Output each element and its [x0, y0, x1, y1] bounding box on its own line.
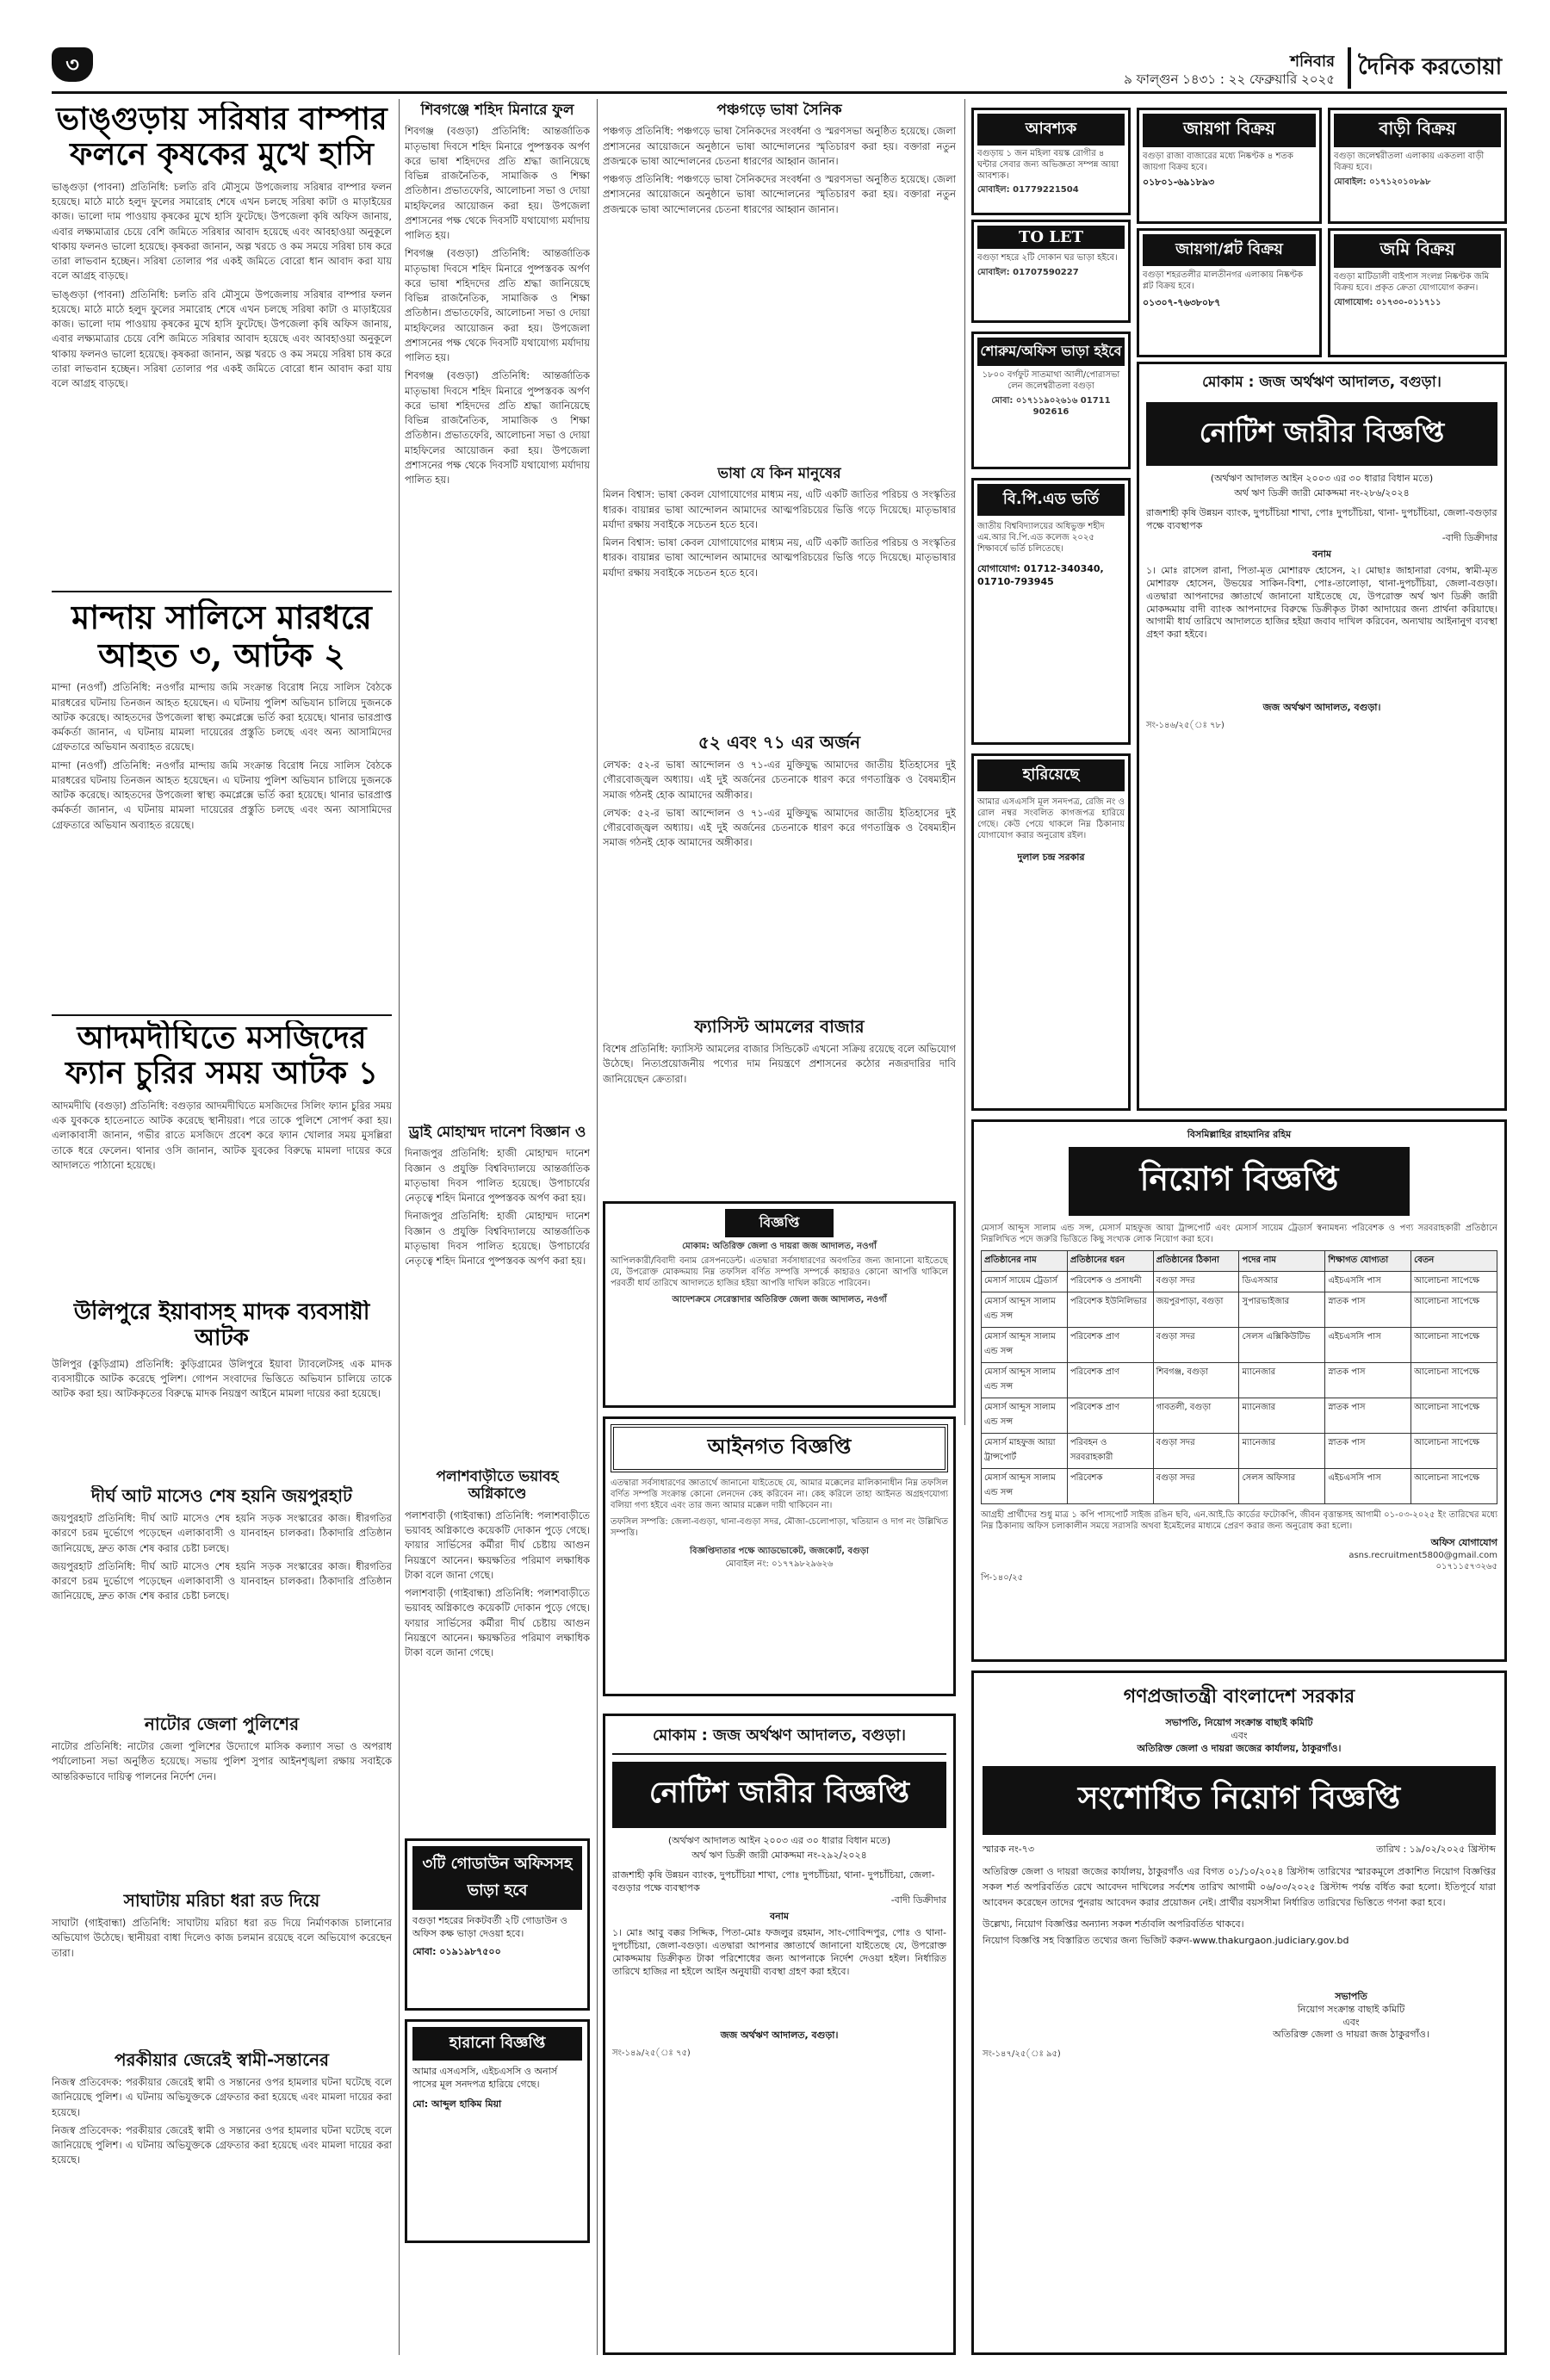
- ad-contact: মোবাইল: 01707590227: [977, 268, 1079, 277]
- ad-body: জাতীয় বিশ্ববিদ্যালয়ের অধিভুক্ত শহীদ এম.আর বি.পি.এড কলেজ ২০২৫ শিক্ষাবর্ষে ভর্তি চলিতেছে।: [977, 522, 1105, 554]
- memo-row: [983, 1844, 1496, 1856]
- divider: [52, 591, 392, 592]
- court-name: মোকাম : জজ অর্থঋণ আদালত, বগুড়া।: [612, 1723, 946, 1755]
- ad-title: জায়গা বিক্রয়: [1143, 114, 1316, 147]
- article-body-cont: নিজস্ব প্রতিবেদক: পরকীয়ার জেরেই স্বামী ও সন্তানের ওপর হামলার ঘটনা ঘটেছে বলে জানিয়েছে পুলিশ। এ ঘটনায় অভিযুক্তকে গ্রেফতার করা হয়েছে এবং মামলা দায়ের করা হয়েছে।: [52, 2123, 392, 2166]
- article-body-cont: শিবগঞ্জ (বগুড়া) প্রতিনিধি: আন্তর্জাতিক মাতৃভাষা দিবসে শহিদ মিনারে পুষ্পস্তবক অর্পণ করে ভাষা শহিদদের প্রতি শ্রদ্ধা জানিয়েছে বিভিন্ন রাজনৈতিক, সামাজিক ও শিক্ষা প্রতিষ্ঠান। প্রভাতফেরি, আলোচনা সভা ও দোয়া মাহফিলের আয়োজন করা হয়। উপজেলা প্রশাসনের পক্ষ থেকে দিবসটি যথাযোগ্য মর্যাদায় পালিত হয়।: [405, 369, 590, 487]
- notice-naogaon: [603, 1201, 956, 1408]
- article-body: পঞ্চগড় প্রতিনিধি: পঞ্চগড়ে ভাষা সৈনিকদের সংবর্ধনা ও স্মরণসভা অনুষ্ঠিত হয়েছে। জেলা প্রশাসনের আয়োজনে অনুষ্ঠানে ভাষা আন্দোলনের স্মৃতিচারণ করা হয়। বক্তারা নতুন প্রজন্মকে ভাষা আন্দোলনের চেতনা ধারণের আহ্বান জানান।: [603, 125, 956, 167]
- ad-title: ৩টি গোডাউন অফিসসহ ভাড়া হবে: [412, 1846, 582, 1910]
- ad-tolet: [971, 220, 1131, 323]
- notice-sign: আদেশক্রমে সেরেস্তাদার অতিরিক্ত জেলা জজ আদালত, নওগাঁ: [672, 1295, 887, 1305]
- notice-against: বনাম: [1312, 549, 1331, 561]
- table-cell: আলোচনা সাপেক্ষে: [1411, 1362, 1497, 1398]
- notice-sign: বিজ্ঞপ্তিদাতার পক্ষে অ্যাডভোকেট, জজকোর্ট, বগুড়া: [690, 1546, 869, 1556]
- headline: ড্রাই মোহাম্মদ দানেশ বিজ্ঞান ও: [408, 1124, 586, 1141]
- headline: পলাশবাড়ীতে ভয়াবহ অগ্নিকাণ্ডে: [436, 1468, 559, 1503]
- table-cell: পরিবেশক প্রাণ: [1067, 1398, 1153, 1433]
- notice-title: সংশোধিত নিয়োগ বিজ্ঞপ্তি: [983, 1766, 1496, 1835]
- article-body: আদমদীঘি (বগুড়া) প্রতিনিধি: বগুড়ার আদমদীঘিতে মসজিদের সিলিং ফ্যান চুরির সময় এক যুবককে হাতেনাতে আটক করেছে স্থানীয়রা। পরে তাকে পুলিশে সোপর্দ করা হয়। এলাকাবাসী জানান, গভীর রাতে মসজিদে প্রবেশ করে ফ্যান খোলার সময় মুসল্লিরা তাকে ধরে ফেলেন। থানার ওসি জানান, আটক যুবকের বিরুদ্ধে মামলা দায়ের করে আদালতে পাঠানো হয়েছে।: [52, 1099, 392, 1171]
- notice-note: উল্লেখ্য, নিয়োগ বিজ্ঞপ্তির অন্যান্য সকল শর্তাবলি অপরিবর্তিত থাকবে।: [983, 1918, 1244, 1931]
- notice-body: ১। মোঃ আবু বক্কর সিদ্দিক, পিতা-মোঃ ফজলুর রহমান, সাং-গোবিন্দপুর, পোঃ ও থানা-দুপচাঁচিয়া, জেলা-বগুড়া। এতদ্বারা আপনার জ্ঞাতার্থে জানানো যাইতেছে যে, উপরোক্ত মোকদ্দমায় ডিক্রীকৃত টাকা পরিশোধের জন্য আপনাকে নির্দেশ দেওয়া হইল। নির্ধারিত তারিখে হাজির না হইলে আইন অনুযায়ী ব্যবস্থা গ্রহণ করা হইবে।: [612, 1927, 946, 1977]
- committee-name: সভাপতি, নিয়োগ সংক্রান্ত বাছাই কমিটি: [1165, 1717, 1313, 1728]
- notice-side: -বাদী ডিক্রীদার: [1442, 532, 1497, 544]
- ad-showroom: [971, 332, 1131, 469]
- article-body: উলিপুর (কুড়িগ্রাম) প্রতিনিধি: কুড়িগ্রামের উলিপুরে ইয়াবা ট্যাবলেটসহ এক মাদক ব্যবসায়ীকে আটক করেছে পুলিশ। গোপন সংবাদের ভিত্তিতে অভিযান চালিয়ে তাকে আটক করা হয়। আটককৃতের বিরুদ্ধে মাদক নিয়ন্ত্রণ আইনে মামলা দায়ের করা হয়েছে।: [52, 1357, 392, 1400]
- article-body: মিলন বিশ্বাস: ভাষা কেবল যোগাযোগের মাধ্যম নয়, এটি একটি জাতির পরিচয় ও সংস্কৃতির ধারক। বায়ান্নর ভাষা আন্দোলন আমাদের আত্মপরিচয়ের ভিত্তি গড়ে দিয়েছে। মাতৃভাষার মর্যাদা রক্ষায় সবাইকে সচেতন হতে হবে।: [603, 488, 956, 530]
- article-danesh: [405, 1124, 590, 1468]
- ad-body: বগুড়া শহরে ২টি দোকান ঘর ভাড়া হইবে।: [977, 253, 1118, 263]
- ad-lost-certificate: [405, 2019, 590, 2243]
- table-cell: পরিবহন ও সরবরাহকারী: [1067, 1433, 1153, 1468]
- ad-wanted: [971, 108, 1131, 215]
- article-panchagarh: [603, 102, 956, 463]
- table-row: [982, 1271, 1497, 1292]
- notice-body: এতদ্বারা সর্বসাধারণের জ্ঞাতার্থে জানানো যাইতেছে যে, আমার মক্কেলের মালিকানাধীন নিম্ন তফসিল বর্ণিত সম্পত্তি সংক্রান্ত কোনো লেনদেন কেহ করিবেন না। কেহ করিলে তাহা আইনত অগ্রহণযোগ্য বলিয়া গণ্য হইবে এবং তার জন্য আমার মক্কেল দায়ী থাকিবেন না।: [611, 1478, 948, 1510]
- article-natore: [52, 1714, 392, 1886]
- table-cell: ম্যানেজার: [1239, 1398, 1325, 1433]
- table-cell: পরিবেশক ও প্রসাধনী: [1067, 1271, 1153, 1292]
- ad-body: বগুড়ায় ১ জন মহিলা বয়স্ক রোগীর ৪ ঘন্টার সেবার জন্য অভিজ্ঞতা সম্পন্ন আয়া আবশ্যক।: [977, 149, 1119, 181]
- article-body-cont: মান্দা (নওগাঁ) প্রতিনিধি: নওগাঁর মান্দায় জমি সংক্রান্ত বিরোধ নিয়ে সালিস বৈঠকে মারধরের ঘটনায় তিনজন আহত হয়েছেন। এ ঘটনায় পুলিশ অভিযান চালিয়ে দুজনকে আটক করেছে। আহতদের উপজেলা স্বাস্থ্য কমপ্লেক্সে ভর্তি করা হয়েছে। থানার ভারপ্রাপ্ত কর্মকর্তা জানান, এ ঘটনায় মামলা দায়েরের প্রস্তুতি চলছে এবং অন্য আসামিদের গ্রেফতারে অভিযান অব্যাহত রয়েছে।: [52, 759, 392, 831]
- table-cell: আলোচনা সাপেক্ষে: [1411, 1468, 1497, 1503]
- table-row: [982, 1362, 1497, 1398]
- table-cell: আলোচনা সাপেক্ষে: [1411, 1398, 1497, 1433]
- headline: নাটোর জেলা পুলিশের: [144, 1714, 300, 1734]
- ad-contact: মোবা: ০১৭১১৯০২৬১৬ 01711 902616: [991, 396, 1111, 417]
- article-body: নিজস্ব প্রতিবেদক: পরকীয়ার জেরেই স্বামী ও সন্তানের ওপর হামলার ঘটনা ঘটেছে বলে জানিয়েছে পুলিশ। এ ঘটনায় অভিযুক্তকে গ্রেফতার করা হয়েছে এবং মামলা দায়ের করা হয়েছে।: [52, 2076, 392, 2118]
- masthead-rule: [52, 91, 1507, 94]
- ad-contact: ০১৮০১-৬৯১৮৯৩: [1143, 177, 1215, 188]
- article-body: দিনাজপুর প্রতিনিধি: হাজী মোহাম্মদ দানেশ বিজ্ঞান ও প্রযুক্তি বিশ্ববিদ্যালয়ে আন্তর্জাতিক মাতৃভাষা দিবস পালিত হয়েছে। উপাচার্যের নেতৃত্বে শহিদ মিনারে পুষ্পস্তবক অর্পণ করা হয়।: [405, 1147, 590, 1205]
- headline: পঞ্চগড়ে ভাষা সৈনিক: [716, 102, 842, 119]
- notice-against: বনাম: [770, 1911, 789, 1923]
- article-shibganj: [405, 102, 590, 1118]
- ad-contact: মোবাইল: 01779221504: [977, 185, 1079, 195]
- table-cell: মেসার্স আব্দুস সালাম এন্ড সন্স: [982, 1292, 1068, 1327]
- table-cell: শিবগঞ্জ, বগুড়া: [1153, 1362, 1239, 1398]
- ad-body: বগুড়া শহরতলীর মালতীনগর এলাকায় নিষ্কণ্টক প্লট বিক্রয় হবে।: [1143, 270, 1304, 291]
- table-cell: বগুড়া সদর: [1153, 1468, 1239, 1503]
- notice-web: নিয়োগ বিজ্ঞপ্তি সহ বিস্তারিত তথ্যের জন্য ভিজিট করুন-www.thakurgaon.judiciary.gov.bd: [983, 1935, 1349, 1946]
- table-header: শিক্ষাগত যোগ্যতা: [1325, 1250, 1411, 1271]
- notice-contact: মোবাইল নং: ০১৭৭৯৮২৯৬২৬: [725, 1559, 834, 1569]
- column-rule: [964, 99, 965, 1425]
- ad-title: বাড়ী বিক্রয়: [1334, 114, 1501, 147]
- headline: ভাঙ্গুড়ায় সরিষার বাম্পার ফলনে কৃষকের মুখে হাসি: [56, 102, 388, 173]
- notice-schedule: তফসিল সম্পত্তি: জেলা-বগুড়া, থানা-বগুড়া সদর, মৌজা-চেলোপাড়া, খতিয়ান ও দাগ নং উল্লিখিত সম্পত্তি।: [611, 1517, 948, 1538]
- table-cell: আলোচনা সাপেক্ষে: [1411, 1292, 1497, 1327]
- notice-govt-recruitment: [971, 1670, 1507, 2355]
- headline: মান্দায় সালিসে মারধরে আহত ৩, আটক ২: [71, 598, 372, 674]
- notice-court: মোকাম: অতিরিক্ত জেলা ও দায়রা জজ আদালত, নওগাঁ: [682, 1242, 877, 1251]
- ad-land-sale-2: [1328, 228, 1507, 357]
- table-cell: এইচএসসি পাস: [1325, 1327, 1411, 1362]
- table-cell: সুপারভাইজার: [1239, 1292, 1325, 1327]
- article-manda: [52, 598, 392, 1046]
- notice-act: (অর্থঋণ আদালত আইন ২০০৩ এর ৩০ ধারার বিধান মতে): [667, 1835, 891, 1846]
- table-cell: সেলস এক্সিকিউটিভ: [1239, 1327, 1325, 1362]
- ad-contact: দুলাল চন্দ্র সরকার: [1017, 852, 1085, 863]
- bismillah: বিসমিল্লাহির রাহমানির রহিম: [1187, 1129, 1292, 1140]
- headline: ফ্যাসিস্ট আমলের বাজার: [694, 1016, 865, 1037]
- table-cell: বগুড়া সদর: [1153, 1271, 1239, 1292]
- notice-bank: রাজশাহী কৃষি উন্নয়ন ব্যাংক, দুপচাঁচিয়া শাখা, পোঃ দুপচাঁচিয়া, থানা- দুপচাঁচিয়া, জেলা-বগুড়ার পক্ষে ব্যবস্থাপক: [612, 1869, 935, 1893]
- ad-body: বগুড়া রাজা বাজারের মধ্যে নিষ্কণ্টক ৪ শতক জায়গা বিক্রয় হবে।: [1143, 152, 1293, 172]
- office-name: অতিরিক্ত জেলা ও দায়রা জজের কার্যালয়, ঠাকুরগাঁও।: [1137, 1742, 1342, 1754]
- headline: শিবগঞ্জে শহিদ মিনারে ফুল: [420, 102, 574, 119]
- ad-contact: মো: আব্দুল হাকিম মিয়া: [412, 2098, 502, 2110]
- ad-title: TO LET: [977, 226, 1125, 249]
- notice-footer: আগ্রহী প্রার্থীদের শুধু মাত্র ১ কপি পাসপোর্ট সাইজ রঙিন ছবি, এন.আই.ডি কার্ডের ফটোকপি, জীবন বৃত্তান্তসহ আগামী ০১-০৩-২০২৫ ইং তারিখের মধ্যে নিম্ন ঠিকানায় অফিস চলাকালীন সময়ে সরাসরি অথবা ইমেইলের মাধ্যমে প্রেরণ করার জন্য অনুরোধ করা হলো।: [981, 1509, 1497, 1531]
- notice-body: আপিলকারী/বিবাদী বনাম রেসপনডেন্ট। এতদ্বারা সর্বসাধারণের অবগতির জন্য জানানো যাইতেছে যে, উপরোক্ত মোকদ্দমায় নিম্ন তফসিল বর্ণিত সম্পত্তি সম্পর্কে কাহারও কোনো আপত্তি থাকিলে পরবর্তী ধার্য তারিখে আদালতে হাজির হইয়া আপত্তি দাখিল করিতে পারিবেন।: [611, 1256, 948, 1288]
- table-cell: পরিবেশক ইউনিলিভার: [1067, 1292, 1153, 1327]
- table-cell: ম্যানেজার: [1239, 1433, 1325, 1468]
- notice-court-1: [1137, 362, 1507, 1111]
- ad-title: হারানো বিজ্ঞপ্তি: [412, 2027, 582, 2061]
- table-cell: সেলস অফিসার: [1239, 1468, 1325, 1503]
- article-body: মান্দা (নওগাঁ) প্রতিনিধি: নওগাঁর মান্দায় জমি সংক্রান্ত বিরোধ নিয়ে সালিস বৈঠকে মারধরের ঘটনায় তিনজন আহত হয়েছেন। এ ঘটনায় পুলিশ অভিযান চালিয়ে দুজনকে আটক করেছে। আহতদের উপজেলা স্বাস্থ্য কমপ্লেক্সে ভর্তি করা হয়েছে। থানার ভারপ্রাপ্ত কর্মকর্তা জানান, এ ঘটনায় মামলা দায়েরের প্রস্তুতি চলছে এবং অন্য আসামিদের গ্রেফতারে অভিযান অব্যাহত রয়েছে।: [52, 681, 392, 753]
- table-header: প্রতিষ্ঠানের ধরন: [1067, 1250, 1153, 1271]
- article-fascist-bazar: [603, 1016, 956, 1188]
- article-body-cont: পঞ্চগড় প্রতিনিধি: পঞ্চগড়ে ভাষা সৈনিকদের সংবর্ধনা ও স্মরণসভা অনুষ্ঠিত হয়েছে। জেলা প্রশাসনের আয়োজনে অনুষ্ঠানে ভাষা আন্দোলনের স্মৃতিচারণ করা হয়। বক্তারা নতুন প্রজন্মকে ভাষা আন্দোলনের চেতনা ধারণের আহ্বান জানান।: [603, 173, 956, 215]
- notice-sign: জজ অর্থঋণ আদালত, বগুড়া।: [720, 2030, 839, 2042]
- table-cell: আলোচনা সাপেক্ষে: [1411, 1271, 1497, 1292]
- ad-title: জমি বিক্রয়: [1334, 234, 1501, 268]
- notice-title: নিয়োগ বিজ্ঞপ্তি: [1069, 1147, 1410, 1216]
- article-adamdighi: [52, 1020, 392, 1296]
- ad-godown: [405, 1838, 590, 2011]
- sign-and: এবং: [1342, 2016, 1360, 2028]
- notice-side: -বাদী ডিক্রীদার: [890, 1894, 946, 1906]
- table-cell: এইচএসসি পাস: [1325, 1271, 1411, 1292]
- notice-ref: সং-১৪৬/২৫(ঃ ৭৮): [1146, 720, 1224, 730]
- article-saghata: [52, 1890, 392, 2045]
- sign-office: অতিরিক্ত জেলা ও দায়রা জজ ঠাকুরগাঁও।: [1273, 2029, 1429, 2041]
- article-sarisha: [52, 102, 392, 584]
- sign-title: সভাপতি: [1335, 1990, 1367, 2002]
- ad-body: বগুড়া শহরের নিকটবর্তী ২টি গোডাউন ও অফিস কক্ষ ভাড়া দেওয়া হবে।: [412, 1915, 567, 1939]
- ad-body: বগুড়া জলেশ্বরীতলা এলাকায় একতলা বাড়ী বিক্রয় হবে।: [1334, 152, 1485, 172]
- notice-bank: রাজশাহী কৃষি উন্নয়ন ব্যাংক, দুপচাঁচিয়া শাখা, পোঃ দুপচাঁচিয়া, থানা- দুপচাঁচিয়া, জেলা-বগুড়ার পক্ষে ব্যবস্থাপক: [1146, 506, 1497, 531]
- table-cell: মেসার্স আব্দুস সালাম এন্ড সন্স: [982, 1327, 1068, 1362]
- ad-body: ১৮০০ বর্গফুট সাতমাথা আলী/পোরাসভা লেন জলেশ্বরীতলা বগুড়া: [982, 370, 1120, 391]
- article-ulipur: [52, 1300, 392, 1481]
- ad-bped-admission: [971, 478, 1131, 745]
- notice-court-2: [603, 1714, 956, 2355]
- article-body-cont: পলাশবাড়ী (গাইবান্ধা) প্রতিনিধি: পলাশবাড়ীতে ভয়াবহ অগ্নিকাণ্ডে কয়েকটি দোকান পুড়ে গেছে। ফায়ার সার্ভিসের কর্মীরা দীর্ঘ চেষ্টায় আগুন নিয়ন্ত্রণে আনেন। ক্ষয়ক্ষতির পরিমাণ লক্ষাধিক টাকা বলে জানা গেছে।: [405, 1587, 590, 1659]
- govt-name: গণপ্রজাতন্ত্রী বাংলাদেশ সরকার: [1123, 1686, 1355, 1708]
- notice-ref: সং-১৪৭/২৫(ঃ ৯৫): [983, 2049, 1061, 2060]
- notice-case: অর্থ ঋণ ডিক্রী জারী মোকদ্দমা নং-২৯২/২০২৪: [691, 1849, 867, 1861]
- ad-house-sale: [1328, 108, 1507, 224]
- table-header: বেতন: [1411, 1250, 1497, 1271]
- table-cell: মেসার্স আব্দুস সালাম এন্ড সন্স: [982, 1362, 1068, 1398]
- table-cell: এইচএসসি পাস: [1325, 1468, 1411, 1503]
- ad-body: বগুড়া মাটিডালী বাইপাস সংলগ্ন নিষ্কণ্টক জমি বিক্রয় হবে। প্রকৃত ক্রেতা যোগাযোগ করুন।: [1334, 272, 1490, 293]
- ad-title: আবশ্যক: [977, 114, 1125, 146]
- notice-legal: [603, 1416, 956, 1696]
- ad-plot-sale: [1137, 228, 1322, 357]
- jobs-table: [981, 1250, 1497, 1504]
- article-body: সাঘাটা (গাইবান্ধা) প্রতিনিধি: সাঘাটায় মরিচা ধরা রড দিয়ে নির্মাণকাজ চালানোর অভিযোগ উঠেছে। স্থানীয়রা বাধা দিলেও কাজ চলমান রয়েছে বলে অভিযোগ করেছেন তারা।: [52, 1917, 392, 1959]
- table-cell: বগুড়া সদর: [1153, 1433, 1239, 1468]
- article-bhasha: [603, 465, 956, 723]
- article-joypurhat: [52, 1485, 392, 1701]
- office-contact-label: অফিস যোগাযোগ: [1430, 1536, 1497, 1548]
- ad-contact: মোবা: ০১৯১৯৮৭৫০০: [412, 1945, 501, 1957]
- table-header: পদের নাম: [1239, 1250, 1325, 1271]
- table-cell: আলোচনা সাপেক্ষে: [1411, 1327, 1497, 1362]
- masthead-date: ৯ ফাল্গুন ১৪৩১ : ২২ ফেব্রুয়ারি ২০২৫: [1124, 71, 1335, 87]
- table-row: [982, 1468, 1497, 1503]
- ad-contact: যোগাযোগ: 01712-340340, 01710-793945: [977, 563, 1104, 587]
- article-palashbari: [405, 1468, 590, 1834]
- article-body: পলাশবাড়ী (গাইবান্ধা) প্রতিনিধি: পলাশবাড়ীতে ভয়াবহ অগ্নিকাণ্ডে কয়েকটি দোকান পুড়ে গেছে। ফায়ার সার্ভিসের কর্মীরা দীর্ঘ চেষ্টায় আগুন নিয়ন্ত্রণে আনেন। ক্ষয়ক্ষতির পরিমাণ লক্ষাধিক টাকা বলে জানা গেছে।: [405, 1509, 590, 1581]
- ad-contact: ০১৩০৭-৭৬৩৮০৮৭: [1143, 297, 1221, 308]
- table-cell: স্নাতক পাস: [1325, 1362, 1411, 1398]
- masthead: [52, 47, 1507, 90]
- column-rule: [399, 99, 400, 2355]
- table-cell: গাবতলী, বগুড়া: [1153, 1398, 1239, 1433]
- table-cell: পরিবেশক: [1067, 1468, 1153, 1503]
- notice-act: (অর্থঋণ আদালত আইন ২০০৩ এর ৩০ ধারার বিধান মতে): [1210, 473, 1434, 484]
- ad-body: আমার এসএসসি মূল সনদপত্র, রেজি নং ও রোল নম্বর সংবলিত কাগজপত্র হারিয়ে গেছে। কেউ পেয়ে থাকলে নিম্ন ঠিকানায় যোগাযোগ করার অনুরোধ রইল।: [977, 797, 1125, 840]
- notice-ref: সং-১৪৯/২৫(ঃ ৭৫): [612, 2048, 691, 2059]
- table-cell: মেসার্স মাহফুজ আয়া ট্রান্সপোর্ট: [982, 1433, 1068, 1468]
- headline: ভাষা যে কিন মানুষের: [717, 465, 841, 482]
- article-body: জয়পুরহাট প্রতিনিধি: দীর্ঘ আট মাসেও শেষ হয়নি সড়ক সংস্কারের কাজ। ধীরগতির কারণে চরম দুর্ভোগে পড়েছেন এলাকাবাসী ও যানবাহন চালকরা। ঠিকাদারি প্রতিষ্ঠান জানিয়েছে, দ্রুত কাজ শেষ করার চেষ্টা চলছে।: [52, 1512, 392, 1554]
- divider: [52, 1014, 392, 1016]
- table-cell: পরিবেশক প্রাণ: [1067, 1362, 1153, 1398]
- notice-title: নোটিশ জারীর বিজ্ঞপ্তি: [612, 1762, 946, 1828]
- masthead-day: শনিবার: [1290, 53, 1335, 71]
- table-cell: স্নাতক পাস: [1325, 1398, 1411, 1433]
- paper-logo: দৈনিক করতোয়া: [1348, 47, 1507, 89]
- office-phone: ০১৭১১৫৭৩২৬৫: [1435, 1561, 1497, 1571]
- table-cell: স্নাতক পাস: [1325, 1292, 1411, 1327]
- page-number-badge: ৩: [52, 47, 93, 82]
- ad-land-sale-1: [1137, 108, 1322, 224]
- court-name: মোকাম : জজ অর্থঋণ আদালত, বগুড়া।: [1202, 374, 1442, 391]
- memo-number: স্মারক নং-৭৩: [983, 1843, 1034, 1855]
- ad-title: শোরুম/অফিস ভাড়া হইবে: [977, 338, 1125, 366]
- notice-intro: মেসার্স আব্দুস সালাম এন্ড সন্স, মেসার্স মাহফুজ আয়া ট্রান্সপোর্ট এবং মেসার্স সায়েম ট্রেডার্স স্বনামধন্য পরিবেশক ও পণ্য সরবরাহকারী প্রতিষ্ঠানে নিম্নলিখিত পদে জরুরি ভিত্তিতে কিছু সংখ্যক লোক নিয়োগ করা হবে।: [981, 1223, 1497, 1244]
- article-52-71: [603, 732, 956, 1016]
- headline: আদমদীঘিতে মসজিদের ফ্যান চুরির সময় আটক ১: [65, 1020, 379, 1092]
- notice-sign: জজ অর্থঋণ আদালত, বগুড়া।: [1262, 702, 1381, 714]
- table-row: [982, 1398, 1497, 1433]
- notice-recruitment: [971, 1119, 1507, 1662]
- table-row: [982, 1292, 1497, 1327]
- ad-body: আমার এসএসসি, এইচএসসি ও অনার্স পাসের মূল সনদপত্র হারিয়ে গেছে।: [412, 2066, 558, 2090]
- notice-title: বিজ্ঞপ্তি: [725, 1209, 834, 1237]
- notice-case: অর্থ ঋণ ডিক্রী জারী মোকদ্দমা নং-২৮৬/২০২৪: [1234, 487, 1410, 499]
- notice-title: আইনগত বিজ্ঞপ্তি: [611, 1424, 948, 1472]
- article-body-cont: জয়পুরহাট প্রতিনিধি: দীর্ঘ আট মাসেও শেষ হয়নি সড়ক সংস্কারের কাজ। ধীরগতির কারণে চরম দুর্ভোগে পড়েছেন এলাকাবাসী ও যানবাহন চালকরা। ঠিকাদারি প্রতিষ্ঠান জানিয়েছে, দ্রুত কাজ শেষ করার চেষ্টা চলছে।: [52, 1559, 392, 1602]
- article-body-cont: ভাঙ্গুড়া (পাবনা) প্রতিনিধি: চলতি রবি মৌসুমে উপজেলায় সরিষার বাম্পার ফলন হয়েছে। মাঠে মাঠে হলুদ ফুলের সমারোহ শেষে এখন চলছে সরিষা কাটা ও মাড়াইয়ের কাজ। ভালো দাম পাওয়ায় কৃষকের মুখে হাসি ফুটেছে। উপজেলা কৃষি অফিস জানায়, এবার লক্ষ্যমাত্রার চেয়ে বেশি জমিতে সরিষার আবাদ হয়েছে এবং আবহাওয়া অনুকূলে থাকায় ফলনও ভালো হয়েছে। কৃষকরা জানান, অল্প খরচে ও কম সময়ে সরিষা চাষ করে তারা লাভবান হচ্ছেন। সরিষা তোলার পর একই জমিতে বোরো ধান আবাদ করা যায় বলে আগ্রহ বাড়ছে।: [52, 288, 392, 390]
- article-porokiya: [52, 2049, 392, 2359]
- headline: ৫২ এবং ৭১ এর অর্জন: [698, 732, 861, 753]
- ad-contact: মোবাইল: ০১৭১২০১০৮৯৮: [1334, 177, 1431, 187]
- notice-ref: পি-১৪০/২৫: [981, 1572, 1024, 1583]
- notice-title: নোটিশ জারীর বিজ্ঞপ্তি: [1146, 402, 1497, 466]
- table-cell: মেসার্স আব্দুস সালাম এন্ড সন্স: [982, 1398, 1068, 1433]
- article-body-cont: দিনাজপুর প্রতিনিধি: হাজী মোহাম্মদ দানেশ বিজ্ঞান ও প্রযুক্তি বিশ্ববিদ্যালয়ে আন্তর্জাতিক মাতৃভাষা দিবস পালিত হয়েছে। উপাচার্যের নেতৃত্বে শহিদ মিনারে পুষ্পস্তবক অর্পণ করা হয়।: [405, 1210, 590, 1267]
- table-cell: ম্যানেজার: [1239, 1362, 1325, 1398]
- table-row: [982, 1327, 1497, 1362]
- table-cell: মেসার্স সায়েম ট্রেডার্স: [982, 1271, 1068, 1292]
- table-cell: জয়পুরপাড়া, বগুড়া: [1153, 1292, 1239, 1327]
- headline: উলিপুরে ইয়াবাসহ মাদক ব্যবসায়ী আটক: [73, 1300, 370, 1351]
- table-cell: বগুড়া সদর: [1153, 1327, 1239, 1362]
- ad-title: জায়গা/প্লট বিক্রয়: [1143, 234, 1316, 266]
- table-row: [982, 1433, 1497, 1468]
- table-header: প্রতিষ্ঠানের নাম: [982, 1250, 1068, 1271]
- article-body: বিশেষ প্রতিনিধি: ফ্যাসিস্ট আমলের বাজার সিন্ডিকেট এখনো সক্রিয় রয়েছে বলে অভিযোগ উঠেছে। নিত্যপ্রয়োজনীয় পণ্যের দাম নিয়ন্ত্রণে প্রশাসনের কঠোর নজরদারির দাবি জানিয়েছেন ক্রেতারা।: [603, 1043, 956, 1085]
- ad-title: হারিয়েছে: [977, 759, 1125, 791]
- article-body-cont: মিলন বিশ্বাস: ভাষা কেবল যোগাযোগের মাধ্যম নয়, এটি একটি জাতির পরিচয় ও সংস্কৃতির ধারক। বায়ান্নর ভাষা আন্দোলন আমাদের আত্মপরিচয়ের ভিত্তি গড়ে দিয়েছে। মাতৃভাষার মর্যাদা রক্ষায় সবাইকে সচেতন হতে হবে।: [603, 536, 956, 579]
- ad-lost: [971, 753, 1131, 1111]
- headline: সাঘাটায় মরিচা ধরা রড দিয়ে: [123, 1890, 320, 1911]
- notice-body: ১। মোঃ রাসেল রানা, পিতা-মৃত মোশারফ হোসেন, ২। মোছাঃ জাহানারা বেগম, স্বামী-মৃত মোশারফ হোসেন, উভয়ের সাকিন-বিশা, পোঃ-তালোড়া, থানা-দুপচাঁচিয়া, জেলা-বগুড়া। এতদ্বারা আপনাদের জ্ঞাতার্থে জানানো যাইতেছে যে, উপরোক্ত অর্থ ঋণ ডিক্রী জারী মোকদ্দমায় বাদী ব্যাংক আপনাদের বিরুদ্ধে ডিক্রীকৃত টাকা আদায়ের জন্য প্রার্থনা করিয়াছে। আগামী ধার্য তারিখে আদালতে হাজির হইয়া জবাব দাখিল করিবেন, অন্যথায় আইনানুগ ব্যবস্থা গ্রহণ করা হইবে।: [1146, 565, 1497, 641]
- table-cell: মেসার্স আব্দুস সালাম এন্ড সন্স: [982, 1468, 1068, 1503]
- article-body-cont: লেখক: ৫২-র ভাষা আন্দোলন ও ৭১-এর মুক্তিযুদ্ধ আমাদের জাতীয় ইতিহাসের দুই গৌরবোজ্জ্বল অধ্যায়। এই দুই অর্জনের চেতনাকে ধারণ করে গণতান্ত্রিক ও বৈষম্যহীন সমাজ গঠনই হোক আমাদের অঙ্গীকার।: [603, 806, 956, 849]
- column-rule: [597, 99, 598, 2355]
- article-body: ভাঙ্গুড়া (পাবনা) প্রতিনিধি: চলতি রবি মৌসুমে উপজেলায় সরিষার বাম্পার ফলন হয়েছে। মাঠে মাঠে হলুদ ফুলের সমারোহ শেষে এখন চলছে সরিষা কাটা ও মাড়াইয়ের কাজ। ভালো দাম পাওয়ায় কৃষকের মুখে হাসি ফুটেছে। উপজেলা কৃষি অফিস জানায়, এবার লক্ষ্যমাত্রার চেয়ে বেশি জমিতে সরিষার আবাদ হয়েছে এবং আবহাওয়া অনুকূলে থাকায় ফলনও ভালো হয়েছে। কৃষকরা জানান, অল্প খরচে ও কম সময়ে সরিষা চাষ করে তারা লাভবান হচ্ছেন। সরিষা তোলার পর একই জমিতে বোরো ধান আবাদ করা যায় বলে আগ্রহ বাড়ছে।: [52, 180, 392, 282]
- table-cell: পরিবেশক প্রাণ: [1067, 1327, 1153, 1362]
- sign-committee: নিয়োগ সংক্রান্ত বাছাই কমিটি: [1297, 2003, 1405, 2015]
- ad-title: বি.পি.এড ভর্তি: [977, 484, 1125, 516]
- table-cell: স্নাতক পাস: [1325, 1433, 1411, 1468]
- table-header: প্রতিষ্ঠানের ঠিকানা: [1153, 1250, 1239, 1271]
- and-text: এবং: [1231, 1729, 1248, 1741]
- article-body: নাটোর প্রতিনিধি: নাটোর জেলা পুলিশের উদ্যোগে মাসিক কল্যাণ সভা ও অপরাধ পর্যালোচনা সভা অনুষ্ঠিত হয়েছে। সভায় পুলিশ সুপার আইনশৃঙ্খলা রক্ষায় সবাইকে আন্তরিকভাবে দায়িত্ব পালনের নির্দেশ দেন।: [52, 1740, 392, 1782]
- memo-date: তারিখ : ১৯/০২/২০২৫ খ্রিস্টাব্দ: [1376, 1843, 1496, 1855]
- office-email: asns.recruitment5800@gmail.com: [1348, 1550, 1497, 1560]
- headline: পরকীয়ার জেরেই স্বামী-সন্তানের: [114, 2049, 330, 2070]
- table-cell: ডিএসআর: [1239, 1271, 1325, 1292]
- table-cell: আলোচনা সাপেক্ষে: [1411, 1433, 1497, 1468]
- article-body-cont: শিবগঞ্জ (বগুড়া) প্রতিনিধি: আন্তর্জাতিক মাতৃভাষা দিবসে শহিদ মিনারে পুষ্পস্তবক অর্পণ করে ভাষা শহিদদের প্রতি শ্রদ্ধা জানিয়েছে বিভিন্ন রাজনৈতিক, সামাজিক ও শিক্ষা প্রতিষ্ঠান। প্রভাতফেরি, আলোচনা সভা ও দোয়া মাহফিলের আয়োজন করা হয়। উপজেলা প্রশাসনের পক্ষ থেকে দিবসটি যথাযোগ্য মর্যাদায় পালিত হয়।: [405, 247, 590, 364]
- notice-body: অতিরিক্ত জেলা ও দায়রা জজের কার্যালয়, ঠাকুরগাঁও এর বিগত ০১/১০/২০২৪ খ্রিস্টাব্দ তারিখের স্মারকমূলে প্রকাশিত নিয়োগ বিজ্ঞপ্তির সকল শর্ত অপরিবর্তিত রেখে আবেদন দাখিলের সর্বশেষ তারিখ আগামী ০৬/০৩/২০২৫ খ্রিস্টাব্দ পর্যন্ত বর্ধিত করা হলো। ইতিপূর্বে যারা আবেদন করেছেন তাদের পুনরায় আবেদন করার প্রয়োজন নেই। প্রার্থীর বয়সসীমা নির্ধারিত তারিখের ভিত্তিতে গণনা করা হবে।: [983, 1866, 1496, 1908]
- article-body: লেখক: ৫২-র ভাষা আন্দোলন ও ৭১-এর মুক্তিযুদ্ধ আমাদের জাতীয় ইতিহাসের দুই গৌরবোজ্জ্বল অধ্যায়। এই দুই অর্জনের চেতনাকে ধারণ করে গণতান্ত্রিক ও বৈষম্যহীন সমাজ গঠনই হোক আমাদের অঙ্গীকার।: [603, 759, 956, 801]
- headline: দীর্ঘ আট মাসেও শেষ হয়নি জয়পুরহাট: [91, 1485, 352, 1506]
- article-body: শিবগঞ্জ (বগুড়া) প্রতিনিধি: আন্তর্জাতিক মাতৃভাষা দিবসে শহিদ মিনারে পুষ্পস্তবক অর্পণ করে ভাষা শহিদদের প্রতি শ্রদ্ধা জানিয়েছে বিভিন্ন রাজনৈতিক, সামাজিক ও শিক্ষা প্রতিষ্ঠান। প্রভাতফেরি, আলোচনা সভা ও দোয়া মাহফিলের আয়োজন করা হয়। উপজেলা প্রশাসনের পক্ষ থেকে দিবসটি যথাযোগ্য মর্যাদায় পালিত হয়।: [405, 125, 590, 242]
- ad-contact: যোগাযোগ: ০১৭৩০-০১১৭১১: [1334, 298, 1442, 307]
